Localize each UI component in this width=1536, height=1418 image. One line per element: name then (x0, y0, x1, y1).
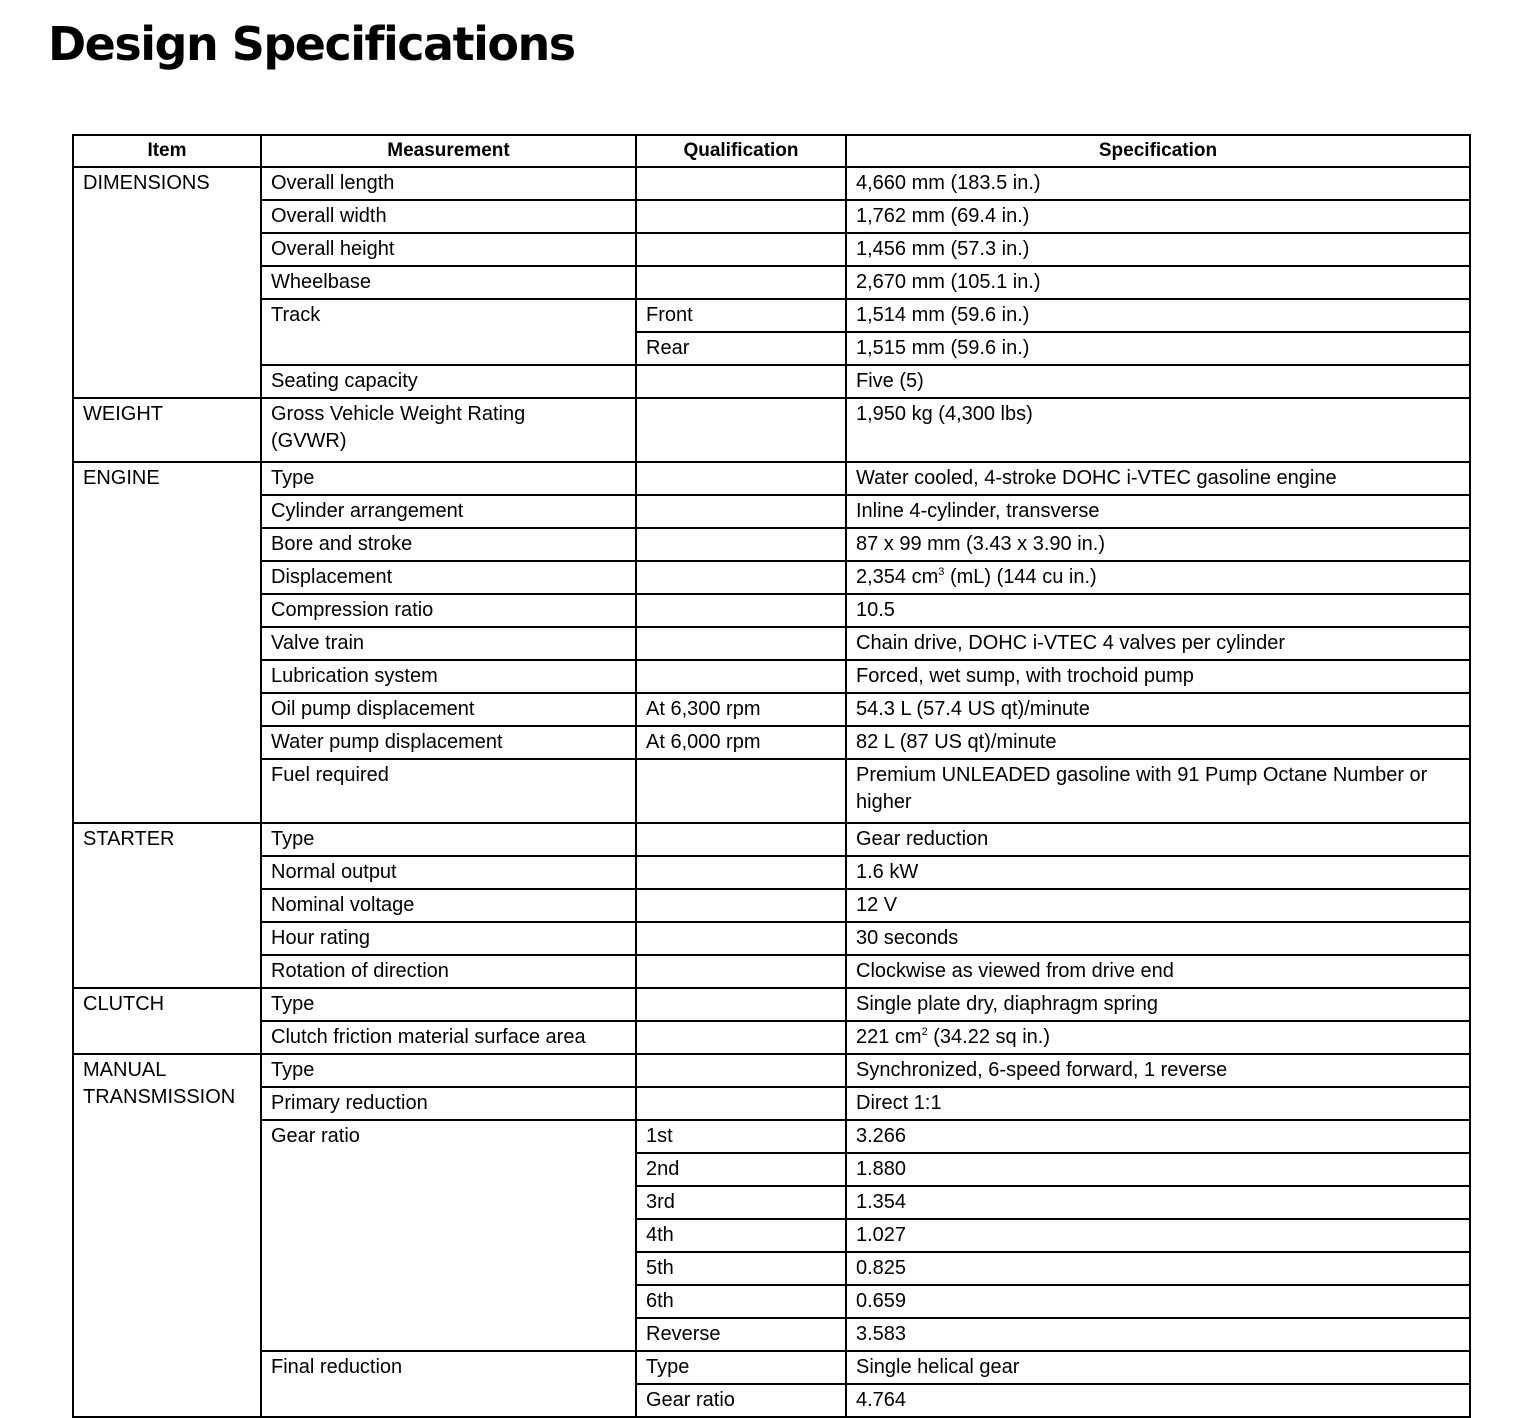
specification-cell: 4,660 mm (183.5 in.) (846, 167, 1470, 200)
section-weight: WEIGHT (73, 398, 261, 462)
header-item: Item (73, 135, 261, 167)
measurement-cell: Rotation of direction (261, 955, 636, 988)
specification-cell: 87 x 99 mm (3.43 x 3.90 in.) (846, 528, 1470, 561)
measurement-cell: Cylinder arrangement (261, 495, 636, 528)
specification-cell: Chain drive, DOHC i-VTEC 4 valves per cylinder (846, 627, 1470, 660)
measurement-cell: Track (261, 299, 636, 365)
table-row (73, 693, 1470, 726)
table-row (73, 528, 1470, 561)
specification-cell: 1.880 (846, 1153, 1470, 1186)
qualification-cell (636, 594, 846, 627)
specification-cell: 30 seconds (846, 922, 1470, 955)
measurement-cell: Clutch friction material surface area (261, 1021, 636, 1054)
qualification-cell: 3rd (636, 1186, 846, 1219)
qualification-cell: Reverse (636, 1318, 846, 1351)
table-row (73, 233, 1470, 266)
measurement-cell: Seating capacity (261, 365, 636, 398)
measurement-cell: Bore and stroke (261, 528, 636, 561)
specification-cell: 0.825 (846, 1252, 1470, 1285)
specification-cell: Synchronized, 6-speed forward, 1 reverse (846, 1054, 1470, 1087)
qualification-cell: At 6,300 rpm (636, 693, 846, 726)
specification-cell: Direct 1:1 (846, 1087, 1470, 1120)
measurement-cell: Lubrication system (261, 660, 636, 693)
specification-cell: Single plate dry, diaphragm spring (846, 988, 1470, 1021)
table-row (73, 462, 1470, 495)
qualification-cell (636, 922, 846, 955)
specification-cell: 1.027 (846, 1219, 1470, 1252)
qualification-cell: 6th (636, 1285, 846, 1318)
section-starter: STARTER (73, 823, 261, 988)
specification-cell: Five (5) (846, 365, 1470, 398)
table-row (73, 955, 1470, 988)
superscript: 3 (938, 566, 945, 578)
specification-cell: 1,514 mm (59.6 in.) (846, 299, 1470, 332)
qualification-cell (636, 856, 846, 889)
table-row (73, 365, 1470, 398)
qualification-cell (636, 627, 846, 660)
qualification-cell (636, 988, 846, 1021)
table-row (73, 627, 1470, 660)
qualification-cell: At 6,000 rpm (636, 726, 846, 759)
qualification-cell (636, 495, 846, 528)
table-row (73, 1087, 1470, 1120)
specification-cell: Forced, wet sump, with trochoid pump (846, 660, 1470, 693)
qualification-cell (636, 759, 846, 823)
measurement-cell: Type (261, 823, 636, 856)
qualification-cell (636, 233, 846, 266)
measurement-cell: Type (261, 1054, 636, 1087)
qualification-cell (636, 528, 846, 561)
section-dimensions: DIMENSIONS (73, 167, 261, 398)
measurement-cell: Overall length (261, 167, 636, 200)
specification-cell: 1,762 mm (69.4 in.) (846, 200, 1470, 233)
table-row (73, 594, 1470, 627)
qualification-cell (636, 1021, 846, 1054)
measurement-cell: Primary reduction (261, 1087, 636, 1120)
qualification-cell (636, 660, 846, 693)
specification-cell: 1,950 kg (4,300 lbs) (846, 398, 1470, 462)
header-qualification: Qualification (636, 135, 846, 167)
design-specifications-table (72, 134, 1471, 1418)
specification-cell: 82 L (87 US qt)/minute (846, 726, 1470, 759)
measurement-cell: Displacement (261, 561, 636, 594)
specification-cell: 3.583 (846, 1318, 1470, 1351)
spec-text: 221 cm (856, 1026, 922, 1048)
specification-cell: 4.764 (846, 1384, 1470, 1417)
table-row (73, 988, 1470, 1021)
table-row (73, 823, 1470, 856)
qualification-cell: 1st (636, 1120, 846, 1153)
table-row (73, 266, 1470, 299)
specification-cell: 10.5 (846, 594, 1470, 627)
qualification-cell: Rear (636, 332, 846, 365)
specification-cell: 3.266 (846, 1120, 1470, 1153)
measurement-cell: Wheelbase (261, 266, 636, 299)
measurement-cell: Water pump displacement (261, 726, 636, 759)
header-measurement: Measurement (261, 135, 636, 167)
qualification-cell (636, 561, 846, 594)
table-row (73, 1351, 1470, 1384)
qualification-cell: Front (636, 299, 846, 332)
qualification-cell (636, 365, 846, 398)
specification-cell: 1,456 mm (57.3 in.) (846, 233, 1470, 266)
table-row (73, 495, 1470, 528)
superscript: 2 (921, 1026, 928, 1038)
qualification-cell (636, 462, 846, 495)
specification-cell: Gear reduction (846, 823, 1470, 856)
qualification-cell: 2nd (636, 1153, 846, 1186)
qualification-cell (636, 1054, 846, 1087)
table-row (73, 200, 1470, 233)
measurement-cell: Nominal voltage (261, 889, 636, 922)
specification-cell: Clockwise as viewed from drive end (846, 955, 1470, 988)
specification-cell: 2,670 mm (105.1 in.) (846, 266, 1470, 299)
specification-cell: 1.354 (846, 1186, 1470, 1219)
specification-cell (846, 1021, 1470, 1054)
specification-cell: Inline 4-cylinder, transverse (846, 495, 1470, 528)
specification-cell (846, 561, 1470, 594)
qualification-cell (636, 823, 846, 856)
qualification-cell: Type (636, 1351, 846, 1384)
page-title: Design Specifications (48, 17, 575, 71)
measurement-cell: Overall height (261, 233, 636, 266)
specification-cell: Premium UNLEADED gasoline with 91 Pump Octane Number or higher (846, 759, 1470, 823)
table-row (73, 1054, 1470, 1087)
qualification-cell: 4th (636, 1219, 846, 1252)
table-row (73, 922, 1470, 955)
section-manual-transmission: MANUAL TRANSMISSION (73, 1054, 261, 1417)
specification-cell: Single helical gear (846, 1351, 1470, 1384)
specification-cell: 12 V (846, 889, 1470, 922)
measurement-cell: Compression ratio (261, 594, 636, 627)
specification-cell: 1.6 kW (846, 856, 1470, 889)
spec-text: 2,354 cm (856, 566, 939, 588)
table-row (73, 1021, 1470, 1054)
specification-cell: 54.3 L (57.4 US qt)/minute (846, 693, 1470, 726)
section-clutch: CLUTCH (73, 988, 261, 1054)
section-engine: ENGINE (73, 462, 261, 823)
qualification-cell (636, 266, 846, 299)
header-specification: Specification (846, 135, 1470, 167)
table-row (73, 299, 1470, 332)
specification-cell: 0.659 (846, 1285, 1470, 1318)
measurement-cell: Valve train (261, 627, 636, 660)
qualification-cell (636, 200, 846, 233)
table-row (73, 660, 1470, 693)
qualification-cell: Gear ratio (636, 1384, 846, 1417)
measurement-cell: Final reduction (261, 1351, 636, 1417)
measurement-cell: Hour rating (261, 922, 636, 955)
qualification-cell (636, 955, 846, 988)
measurement-cell: Overall width (261, 200, 636, 233)
specification-cell: Water cooled, 4-stroke DOHC i-VTEC gasoline engine (846, 462, 1470, 495)
measurement-cell: Gross Vehicle Weight Rating (GVWR) (261, 398, 636, 462)
table-row (73, 759, 1470, 823)
qualification-cell (636, 1087, 846, 1120)
measurement-cell: Type (261, 462, 636, 495)
qualification-cell: 5th (636, 1252, 846, 1285)
table-row (73, 561, 1470, 594)
qualification-cell (636, 398, 846, 462)
qualification-cell (636, 167, 846, 200)
measurement-cell: Fuel required (261, 759, 636, 823)
table-row (73, 167, 1470, 200)
table-row (73, 398, 1470, 462)
spec-text: (34.22 sq in.) (927, 1026, 1051, 1048)
measurement-cell: Type (261, 988, 636, 1021)
table-row (73, 726, 1470, 759)
table-row (73, 889, 1470, 922)
table-header-row (73, 135, 1470, 167)
table-row (73, 856, 1470, 889)
qualification-cell (636, 889, 846, 922)
table-row (73, 1120, 1470, 1153)
measurement-cell: Normal output (261, 856, 636, 889)
measurement-cell: Oil pump displacement (261, 693, 636, 726)
spec-text: (mL) (144 cu in.) (944, 566, 1097, 588)
specification-cell: 1,515 mm (59.6 in.) (846, 332, 1470, 365)
measurement-cell: Gear ratio (261, 1120, 636, 1351)
